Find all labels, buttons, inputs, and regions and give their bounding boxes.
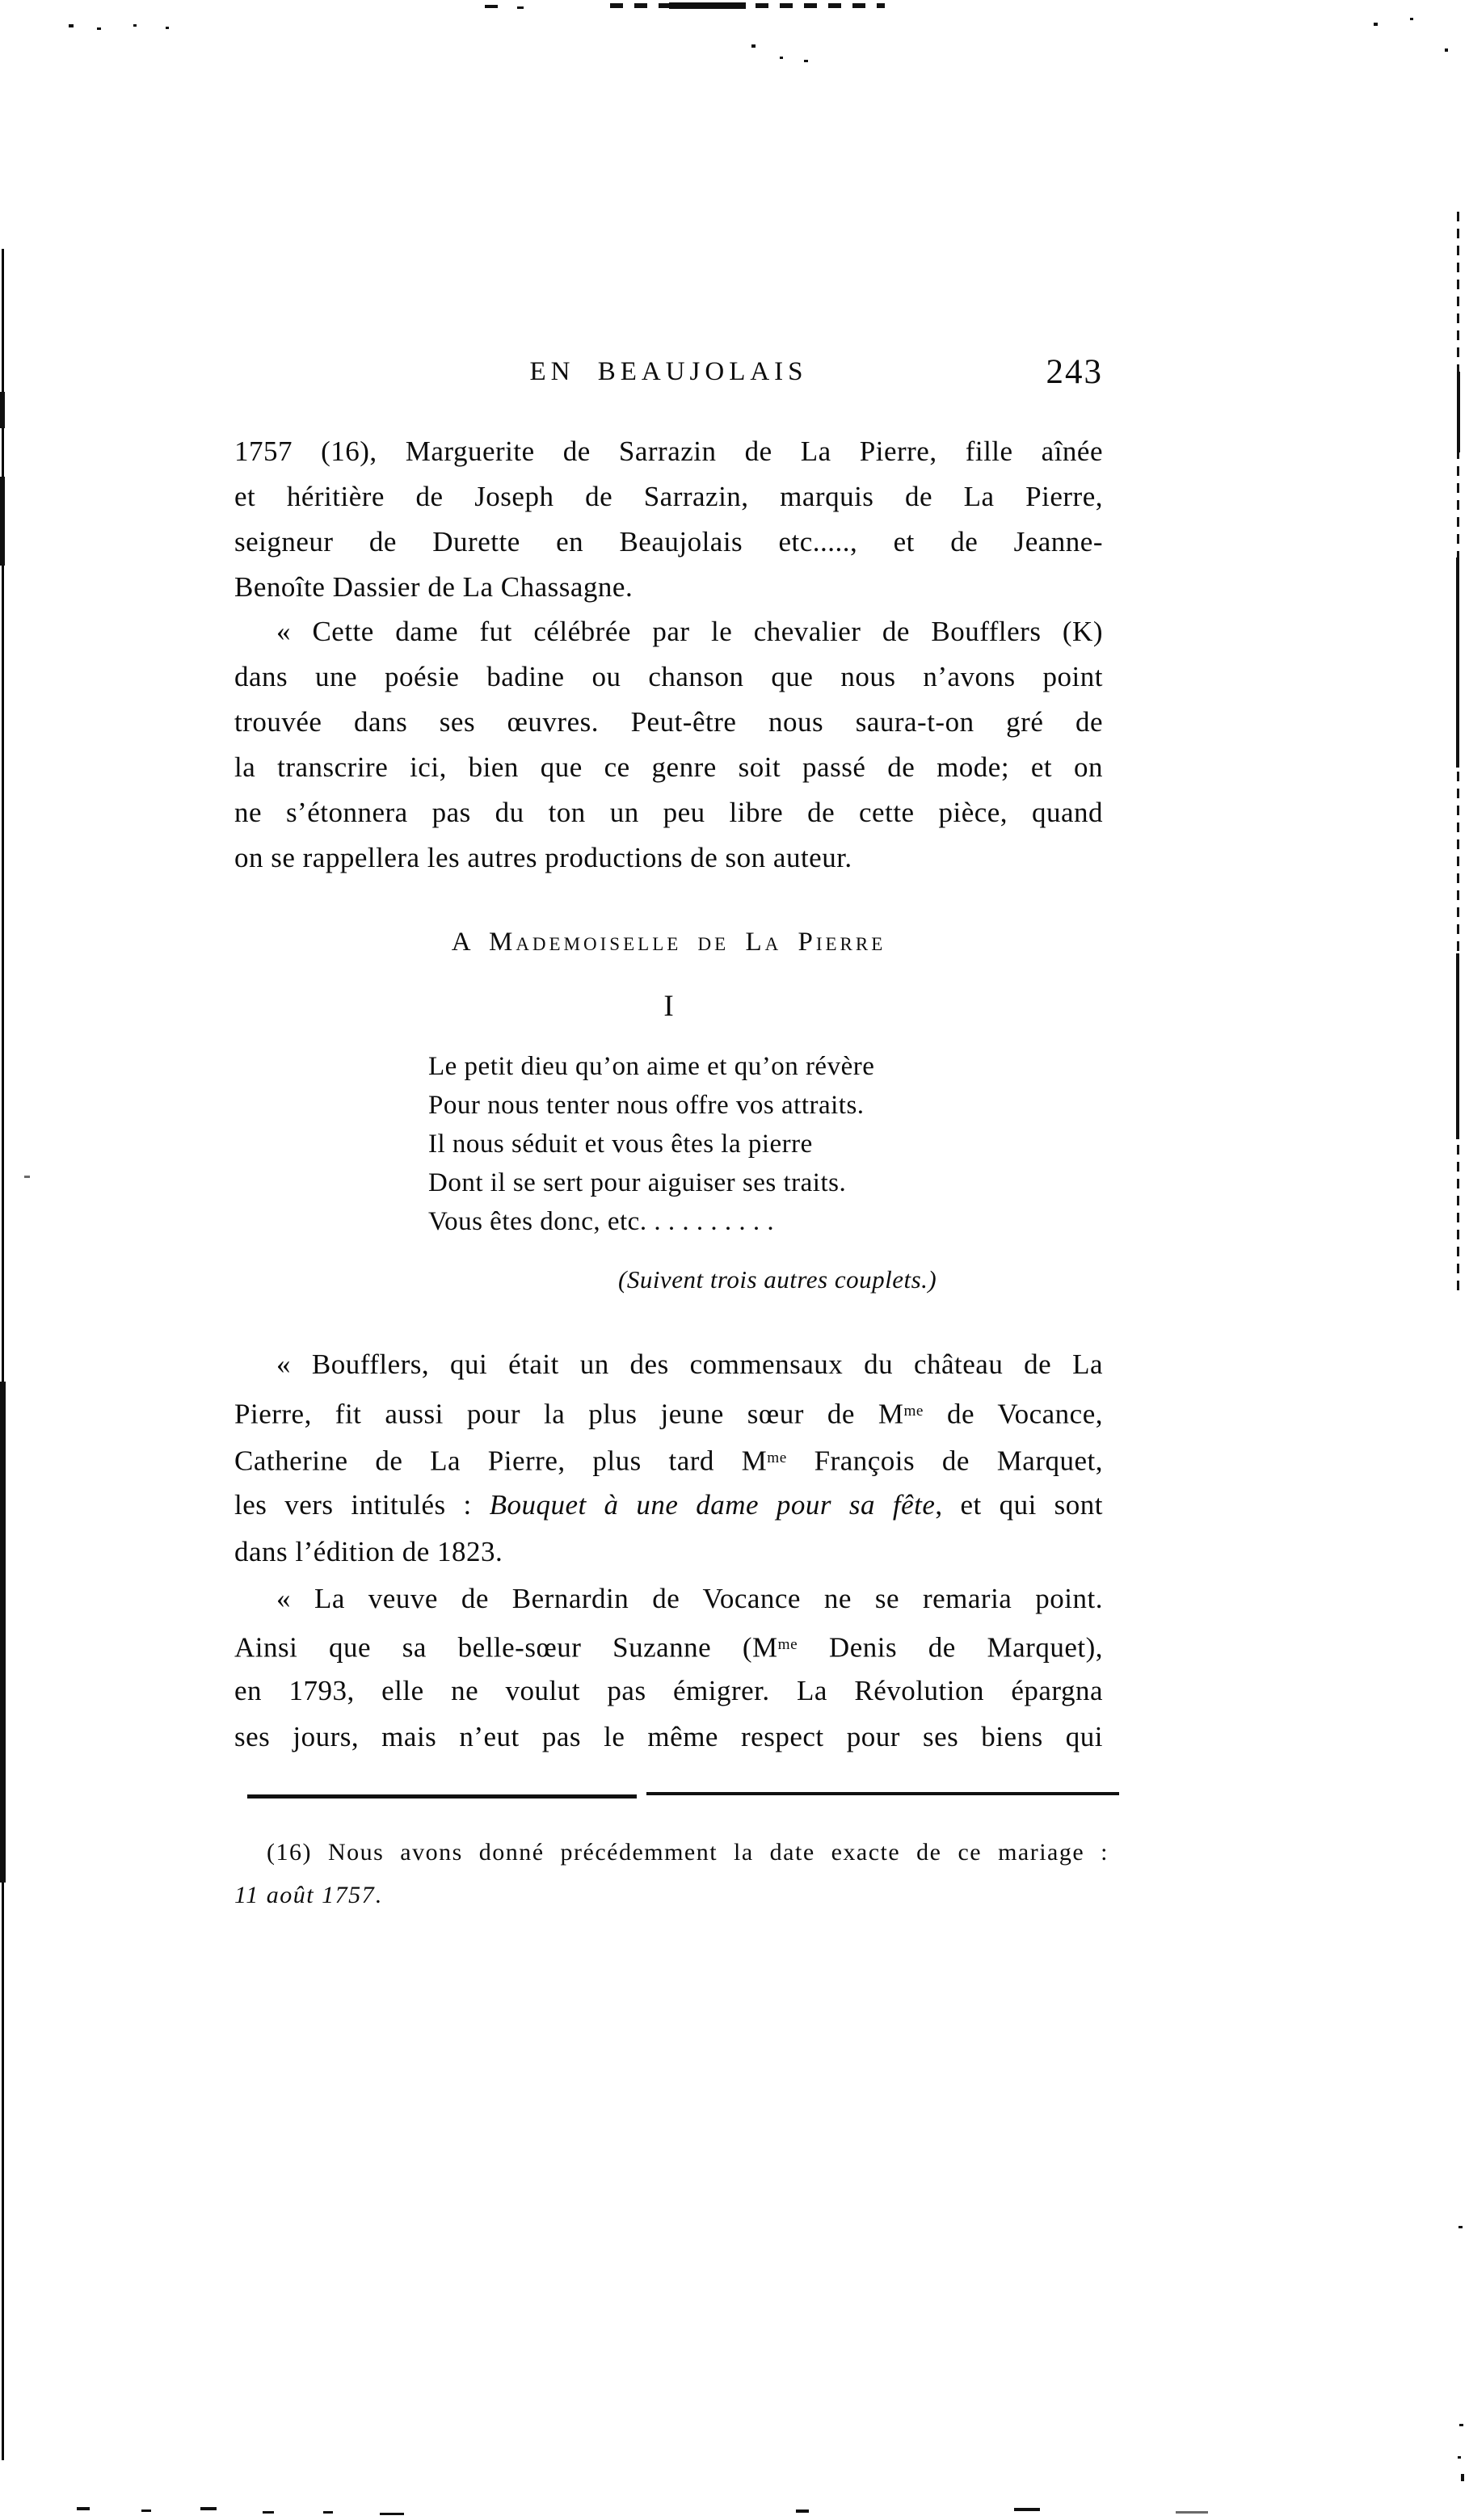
text-line: 1757 (16), Marguerite de Sarrazin de La Pierre, fille aînée: [234, 435, 1103, 467]
poem-heading: A Mademoiselle de La Pierre: [451, 928, 886, 957]
scan-artifact: [1456, 953, 1459, 1139]
text-segment: Ainsi que sa belle-sœur Suzanne (M: [234, 1631, 778, 1664]
text-line: et héritière de Joseph de Sarrazin, marquis de La Pierre,: [234, 481, 1103, 512]
superscript: me: [903, 1403, 924, 1420]
scan-artifact: [804, 60, 808, 62]
text-line: trouvée dans ses œuvres. Peut-être nous saura-t-on gré de: [234, 706, 1103, 738]
poem-stanza: [428, 1047, 874, 1241]
text-segment: les vers intitulés :: [234, 1489, 490, 1521]
scan-artifact: [97, 27, 101, 30]
scan-artifact: [780, 57, 783, 59]
text-segment: , et qui sont: [935, 1489, 1103, 1521]
text-segment: Denis de Marquet),: [798, 1631, 1103, 1664]
text-line: dans une poésie badine ou chanson que nous n’avons point: [234, 661, 1103, 692]
text-line: seigneur de Durette en Beaujolais etc....., et de Jeanne-: [234, 526, 1103, 557]
scan-artifact: [323, 2511, 333, 2514]
scan-artifact: [263, 2511, 274, 2514]
running-header-title: EN BEAUJOLAIS: [529, 357, 808, 386]
text-segment: Pierre, fit aussi pour la plus jeune sœur de M: [234, 1398, 904, 1430]
paragraph-2: [234, 609, 1103, 881]
scan-artifact: [1456, 557, 1459, 768]
scan-artifact: [166, 27, 169, 29]
scan-artifact: [0, 1382, 6, 1883]
poem-line: Pour nous tenter nous offre vos attraits.: [428, 1091, 865, 1120]
superscript: me: [777, 1636, 798, 1653]
top-edge-marks: [610, 3, 885, 8]
scan-artifact: [1461, 2474, 1464, 2481]
poem-line: Il nous séduit et vous êtes la pierre: [428, 1130, 813, 1159]
scan-artifact: [1176, 2511, 1208, 2514]
scan-artifact: [69, 24, 74, 27]
scan-artifact: [200, 2507, 217, 2510]
poem-attribution: (Suivent trois autres couplets.): [618, 1265, 937, 1294]
poem-line: Le petit dieu qu’on aime et qu’on révère: [428, 1052, 875, 1081]
text-line: ses jours, mais n’eut pas le même respect pour ses biens qui: [234, 1721, 1103, 1752]
text-line: [234, 1435, 1103, 1482]
text-segment: François de Marquet,: [786, 1445, 1103, 1477]
scan-artifact: [24, 1176, 30, 1178]
scan-artifact: [1458, 2456, 1461, 2459]
text-line: Benoîte Dassier de La Chassagne.: [234, 571, 633, 603]
scan-artifact: [1374, 23, 1378, 26]
scan-artifact: [1459, 2424, 1463, 2426]
text-line: la transcrire ici, bien que ce genre soit passé de mode; et on: [234, 751, 1103, 783]
scan-artifact: [133, 24, 137, 27]
poem-line: Dont il se sert pour aiguiser ses traits.: [428, 1168, 847, 1197]
scan-artifact: [1457, 372, 1460, 452]
paragraph-4: [234, 1576, 1103, 1760]
scan-artifact: [796, 2509, 809, 2513]
text-line: en 1793, elle ne voulut pas émigrer. La Révolution épargna: [234, 1675, 1103, 1706]
italic-date: 11 août 1757: [234, 1882, 376, 1908]
paragraph-3: [234, 1341, 1103, 1576]
scan-artifact: [380, 2513, 404, 2515]
text-line: [234, 1388, 1103, 1435]
scan-artifact: [517, 6, 524, 9]
text-line: « Cette dame fut célébrée par le chevalier de Boufflers (K): [276, 616, 1103, 647]
text-line: dans l’édition de 1823.: [234, 1536, 503, 1567]
scan-artifact: [1445, 48, 1448, 52]
text-line: [234, 1622, 1103, 1668]
text-line: « La veuve de Bernardin de Vocance ne se remaria point.: [276, 1583, 1103, 1614]
scan-artifact: [0, 392, 5, 428]
page-edge-line-left: [2, 249, 4, 2460]
text-line: [234, 1482, 1103, 1529]
section-numeral: I: [663, 990, 674, 1023]
page-number: 243: [1046, 353, 1103, 391]
superscript: me: [767, 1449, 787, 1466]
text-segment: Catherine de La Pierre, plus tard M: [234, 1445, 768, 1477]
scan-artifact: [485, 5, 498, 8]
footnote-line: (16) Nous avons donné précédemment la date exacte de ce mariage :: [267, 1839, 1109, 1866]
scan-artifact: [77, 2507, 90, 2510]
scan-artifact: [1410, 18, 1413, 20]
scan-artifact: [1014, 2508, 1040, 2511]
scan-artifact: [751, 44, 756, 48]
footnote-rule: [247, 1794, 637, 1798]
footnote: [234, 1831, 1109, 1916]
footnote-rule: [646, 1792, 1119, 1795]
text-line: ne s’étonnera pas du ton un peu libre de cette pièce, quand: [234, 797, 1103, 828]
scan-artifact: [1458, 2226, 1463, 2228]
scan-artifact: [141, 2509, 151, 2512]
paragraph-1: [234, 429, 1103, 610]
scan-artifact: [0, 477, 5, 566]
text-line: on se rappellera les autres productions de son auteur.: [234, 842, 852, 873]
scan-artifact: [669, 2, 746, 9]
text-segment: de Vocance,: [923, 1398, 1103, 1430]
italic-title: Bouquet à une dame pour sa fête: [489, 1489, 936, 1521]
text-segment: .: [375, 1882, 383, 1908]
poem-line: Vous êtes donc, etc. . . . . . . . . .: [428, 1207, 775, 1236]
footnote-line: [234, 1874, 1109, 1916]
text-line: « Boufflers, qui était un des commensaux du château de La: [276, 1348, 1103, 1380]
